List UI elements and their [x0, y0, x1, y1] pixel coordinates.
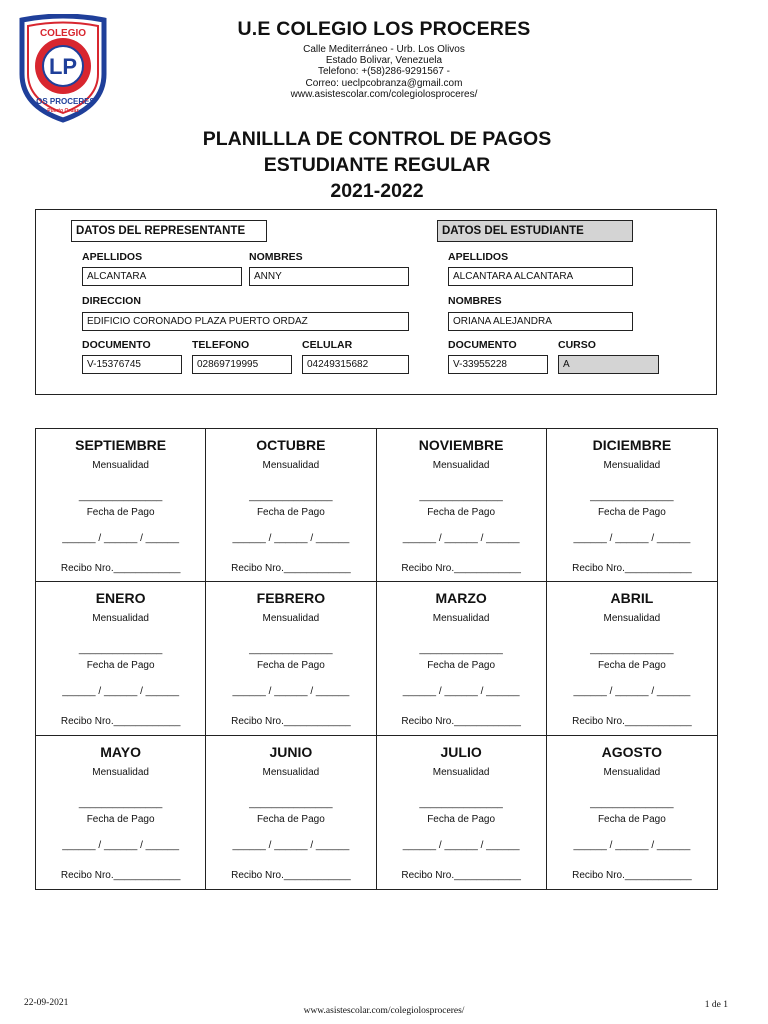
mensualidad-label: Mensualidad — [432, 766, 490, 778]
fecha-pago-label: Fecha de Pago — [86, 813, 155, 825]
amount-line[interactable]: _______________ — [249, 797, 333, 809]
logo-text-bottom: "LOS PROCERES" — [27, 97, 99, 106]
mensualidad-label: Mensualidad — [603, 460, 661, 471]
month-cell-febrero — [206, 582, 376, 735]
fecha-pago-label: Fecha de Pago — [597, 507, 666, 518]
recibo-line[interactable]: Recibo Nro.____________ — [572, 563, 692, 574]
rep-apellidos-label: APELLIDOS — [82, 251, 143, 263]
logo-text-city: Puerto Ordaz — [47, 108, 79, 114]
estudiante-heading: DATOS DEL ESTUDIANTE — [437, 220, 633, 242]
rep-nombres-label: NOMBRES — [249, 251, 303, 263]
month-name-diciembre: DICIEMBRE — [592, 437, 672, 453]
recibo-line[interactable]: Recibo Nro.____________ — [231, 869, 351, 881]
recibo-line[interactable]: Recibo Nro.____________ — [401, 716, 521, 728]
month-name-noviembre: NOVIEMBRE — [418, 437, 504, 453]
amount-line[interactable]: _______________ — [590, 797, 674, 809]
rep-celular-field[interactable]: 04249315682 — [302, 355, 409, 374]
month-cell-julio — [377, 736, 547, 889]
amount-line[interactable]: _______________ — [419, 644, 503, 656]
rep-direccion-field[interactable]: EDIFICIO CORONADO PLAZA PUERTO ORDAZ — [82, 312, 409, 331]
logo-initials: LP — [48, 54, 78, 79]
date-line[interactable]: ______ / ______ / ______ — [573, 839, 691, 851]
fecha-pago-label: Fecha de Pago — [427, 813, 496, 825]
amount-line[interactable]: _______________ — [249, 491, 333, 502]
fecha-pago-label: Fecha de Pago — [427, 507, 496, 518]
fecha-pago-label: Fecha de Pago — [256, 660, 325, 672]
mensualidad-label: Mensualidad — [92, 460, 149, 471]
fecha-pago-label: Fecha de Pago — [597, 813, 666, 825]
fecha-pago-label: Fecha de Pago — [256, 507, 325, 518]
logo-text-top: COLEGIO — [39, 28, 87, 39]
month-name-abril: ABRIL — [610, 590, 654, 607]
est-nombres-field[interactable]: ORIANA ALEJANDRA — [448, 312, 633, 331]
data-panel — [35, 209, 717, 395]
date-line[interactable]: ______ / ______ / ______ — [62, 533, 180, 544]
month-name-mayo: MAYO — [100, 743, 141, 760]
document-title: PLANILLLA DE CONTROL DE PAGOS — [202, 128, 552, 150]
month-cell-junio — [206, 736, 376, 889]
footer-page: 1 de 1 — [704, 1000, 728, 1010]
recibo-line[interactable]: Recibo Nro.____________ — [60, 869, 181, 881]
month-name-enero: ENERO — [95, 590, 146, 607]
recibo-line[interactable]: Recibo Nro.____________ — [572, 869, 692, 881]
mensualidad-label: Mensualidad — [603, 613, 661, 625]
recibo-line[interactable]: Recibo Nro.____________ — [231, 716, 351, 728]
recibo-line[interactable]: Recibo Nro.____________ — [231, 563, 351, 574]
footer-url[interactable]: www.asistescolar.com/colegiolosproceres/ — [303, 1006, 465, 1016]
recibo-line[interactable]: Recibo Nro.____________ — [572, 716, 692, 728]
month-cell-agosto — [547, 736, 717, 889]
document-subtitle: ESTUDIANTE REGULAR — [263, 154, 491, 176]
recibo-line[interactable]: Recibo Nro.____________ — [401, 869, 521, 881]
rep-telefono-field[interactable]: 02869719995 — [192, 355, 292, 374]
month-name-septiembre: SEPTIEMBRE — [75, 437, 167, 453]
fecha-pago-label: Fecha de Pago — [597, 660, 666, 672]
amount-line[interactable]: _______________ — [78, 491, 163, 502]
amount-line[interactable]: _______________ — [590, 644, 674, 656]
mensualidad-label: Mensualidad — [262, 766, 320, 778]
date-line[interactable]: ______ / ______ / ______ — [573, 686, 691, 698]
month-cell-abril — [547, 582, 717, 735]
date-line[interactable]: ______ / ______ / ______ — [232, 839, 350, 851]
email-line: Correo: ueclpcobranza@gmail.com — [305, 78, 463, 89]
amount-line[interactable]: _______________ — [78, 644, 163, 656]
mensualidad-label: Mensualidad — [92, 766, 149, 778]
mensualidad-label: Mensualidad — [432, 460, 490, 471]
mensualidad-label: Mensualidad — [262, 613, 320, 625]
mensualidad-label: Mensualidad — [432, 613, 490, 625]
month-name-octubre: OCTUBRE — [256, 437, 326, 453]
month-cell-diciembre — [547, 429, 717, 582]
date-line[interactable]: ______ / ______ / ______ — [402, 533, 520, 544]
date-line[interactable]: ______ / ______ / ______ — [62, 686, 180, 698]
rep-direccion-label: DIRECCION — [82, 295, 141, 307]
month-cell-noviembre — [377, 429, 547, 582]
rep-telefono-label: TELEFONO — [192, 339, 250, 351]
rep-documento-field[interactable]: V-15376745 — [82, 355, 182, 374]
school-name: U.E COLEGIO LOS PROCERES — [237, 18, 531, 40]
amount-line[interactable]: _______________ — [249, 644, 333, 656]
rep-documento-label: DOCUMENTO — [82, 339, 151, 351]
month-cell-mayo — [36, 736, 206, 889]
est-documento-field[interactable]: V-33955228 — [448, 355, 548, 374]
est-apellidos-field[interactable]: ALCANTARA ALCANTARA — [448, 267, 633, 286]
recibo-line[interactable]: Recibo Nro.____________ — [60, 716, 181, 728]
month-cell-octubre — [206, 429, 376, 582]
month-name-julio: JULIO — [440, 743, 482, 760]
month-cell-marzo — [377, 582, 547, 735]
phone-line: Telefono: +(58)286-9291567 - — [317, 66, 451, 77]
mensualidad-label: Mensualidad — [262, 460, 320, 471]
footer-date: 22-09-2021 — [24, 998, 69, 1008]
amount-line[interactable]: _______________ — [78, 797, 163, 809]
payments-grid — [35, 428, 718, 890]
representante-heading: DATOS DEL REPRESENTANTE — [71, 220, 267, 242]
month-name-agosto: AGOSTO — [601, 743, 663, 760]
month-name-marzo: MARZO — [435, 590, 487, 607]
recibo-line[interactable]: Recibo Nro.____________ — [60, 563, 181, 574]
date-line[interactable]: ______ / ______ / ______ — [402, 686, 520, 698]
month-cell-septiembre — [36, 429, 206, 582]
fecha-pago-label: Fecha de Pago — [256, 813, 325, 825]
est-documento-label: DOCUMENTO — [448, 339, 517, 351]
month-name-febrero: FEBRERO — [256, 590, 326, 607]
fecha-pago-label: Fecha de Pago — [86, 660, 155, 672]
amount-line[interactable]: _______________ — [419, 491, 503, 502]
date-line[interactable]: ______ / ______ / ______ — [232, 686, 350, 698]
est-curso-label: CURSO — [558, 339, 596, 351]
est-nombres-label: NOMBRES — [448, 295, 502, 307]
est-apellidos-label: APELLIDOS — [448, 251, 509, 263]
amount-line[interactable]: _______________ — [419, 797, 503, 809]
mensualidad-label: Mensualidad — [92, 613, 149, 625]
school-year: 2021-2022 — [330, 180, 424, 202]
date-line[interactable]: ______ / ______ / ______ — [232, 533, 350, 544]
website-line[interactable]: www.asistescolar.com/colegiolosproceres/ — [290, 89, 478, 100]
date-line[interactable]: ______ / ______ / ______ — [62, 839, 180, 851]
est-curso-field[interactable]: A — [558, 355, 659, 374]
amount-line[interactable]: _______________ — [590, 491, 674, 502]
month-name-junio: JUNIO — [269, 743, 313, 760]
date-line[interactable]: ______ / ______ / ______ — [573, 533, 691, 544]
date-line[interactable]: ______ / ______ / ______ — [402, 839, 520, 851]
fecha-pago-label: Fecha de Pago — [427, 660, 496, 672]
mensualidad-label: Mensualidad — [603, 766, 661, 778]
recibo-line[interactable]: Recibo Nro.____________ — [401, 563, 521, 574]
address-line: Calle Mediterráneo - Urb. Los Olivos — [303, 44, 465, 55]
rep-apellidos-field[interactable]: ALCANTARA — [82, 267, 242, 286]
rep-nombres-field[interactable]: ANNY — [249, 267, 409, 286]
fecha-pago-label: Fecha de Pago — [86, 507, 155, 518]
address-line: Estado Bolivar, Venezuela — [325, 55, 443, 66]
rep-celular-label: CELULAR — [302, 339, 353, 351]
month-cell-enero — [36, 582, 206, 735]
